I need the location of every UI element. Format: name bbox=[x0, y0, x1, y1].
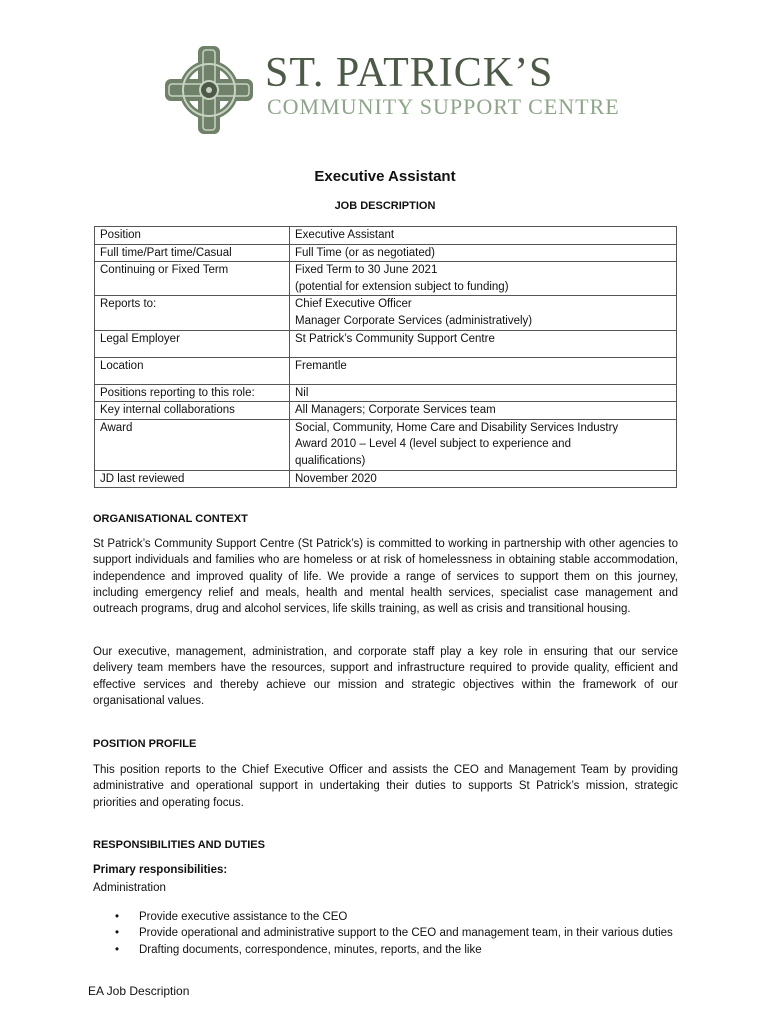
org-context-heading: ORGANISATIONAL CONTEXT bbox=[93, 513, 248, 525]
info-value-line: (potential for extension subject to funding) bbox=[295, 280, 509, 293]
info-row bbox=[95, 384, 677, 402]
info-value-line: Nil bbox=[295, 386, 309, 399]
info-value bbox=[290, 470, 677, 488]
info-row bbox=[95, 419, 677, 470]
info-row bbox=[95, 402, 677, 420]
info-value-line: Full Time (or as negotiated) bbox=[295, 246, 435, 259]
info-value bbox=[290, 357, 677, 384]
page-footer: EA Job Description bbox=[88, 984, 190, 998]
primary-responsibilities-label: Primary responsibilities: bbox=[93, 864, 228, 876]
position-info-table bbox=[94, 226, 677, 488]
info-label: Position bbox=[95, 227, 290, 245]
info-label: Location bbox=[95, 357, 290, 384]
info-value bbox=[290, 244, 677, 262]
info-row bbox=[95, 357, 677, 384]
info-label: Reports to: bbox=[95, 296, 290, 330]
info-value-line: Chief Executive Officer bbox=[295, 298, 412, 311]
info-label: Full time/Part time/Casual bbox=[95, 244, 290, 262]
info-value bbox=[290, 262, 677, 296]
info-value-line: Executive Assistant bbox=[295, 229, 395, 241]
info-value-line: Fremantle bbox=[295, 359, 347, 372]
info-label: Key internal collaborations bbox=[95, 402, 290, 420]
duties-list-container bbox=[93, 909, 673, 958]
duty-item: • Provide operational and administrative support to the CEO and management team, in their various duties bbox=[93, 925, 673, 941]
info-value-line: Social, Community, Home Care and Disability Services Industry bbox=[295, 421, 619, 434]
info-value bbox=[290, 419, 677, 470]
info-label: JD last reviewed bbox=[95, 470, 290, 488]
info-value bbox=[290, 402, 677, 420]
position-profile-heading: POSITION PROFILE bbox=[93, 738, 197, 750]
org-context-paragraph-1: St Patrick’s Community Support Centre (St Patrick’s) is committed to working in partnership with other agencies to support individuals and families who are homeless or at risk of homelessness in obtaining stable accommodation, independence and improved quality of life. We provide a range of services to support them on this journey, including emergency relief and meals, health and mental health services, specialist case management and outreach programs, drug and alcohol services, life skills training, as well as crisis and transitional housing. bbox=[93, 538, 678, 616]
duty-item: • Drafting documents, correspondence, minutes, reports, and the like bbox=[93, 942, 673, 958]
info-value-line: qualifications) bbox=[295, 454, 366, 467]
info-value-line: All Managers; Corporate Services team bbox=[295, 404, 496, 417]
info-value-line: St Patrick’s Community Support Centre bbox=[295, 332, 495, 345]
organisation-subtitle: COMMUNITY SUPPORT CENTRE bbox=[267, 94, 620, 119]
info-value-line: Fixed Term to 30 June 2021 bbox=[295, 264, 438, 277]
info-value-line: Award 2010 – Level 4 (level subject to experience and bbox=[295, 438, 571, 451]
info-row bbox=[95, 330, 677, 357]
info-row bbox=[95, 262, 677, 296]
info-label: Positions reporting to this role: bbox=[95, 384, 290, 402]
duty-item: • Provide executive assistance to the CEO bbox=[93, 909, 673, 925]
duties-list bbox=[93, 909, 673, 958]
organisation-logo bbox=[163, 44, 620, 134]
info-value bbox=[290, 384, 677, 402]
info-value-line: Manager Corporate Services (administratively) bbox=[295, 314, 533, 327]
info-row bbox=[95, 227, 677, 245]
info-label: Continuing or Fixed Term bbox=[95, 262, 290, 296]
info-value bbox=[290, 296, 677, 330]
responsibilities-heading: RESPONSIBILITIES AND DUTIES bbox=[93, 839, 265, 851]
info-label: Award bbox=[95, 419, 290, 470]
document-title: Executive Assistant bbox=[314, 168, 456, 185]
info-row bbox=[95, 470, 677, 488]
position-profile-paragraph: This position reports to the Chief Executive Officer and assists the CEO and Management Team by providing administrative and operational support in undertaking their duties to supports St Patrick’s mission, strategic priorities and operating focus. bbox=[93, 764, 678, 809]
organisation-name: ST. PATRICK’S bbox=[265, 50, 554, 96]
info-value-line: November 2020 bbox=[295, 472, 377, 485]
info-value bbox=[290, 227, 677, 245]
info-row bbox=[95, 244, 677, 262]
org-context-paragraph-2: Our executive, management, administration, and corporate staff play a key role in ensuring that our service delivery team members have the resources, support and infrastructure required to provide quality, efficient and effective services and thereby achieve our mission and strategic objectives within the framework of our organisational values. bbox=[93, 646, 678, 707]
info-row bbox=[95, 296, 677, 330]
info-value bbox=[290, 330, 677, 357]
document-subtitle: JOB DESCRIPTION bbox=[334, 200, 436, 212]
celtic-cross-icon bbox=[163, 44, 255, 136]
info-label: Legal Employer bbox=[95, 330, 290, 357]
responsibility-category: Administration bbox=[93, 882, 166, 894]
